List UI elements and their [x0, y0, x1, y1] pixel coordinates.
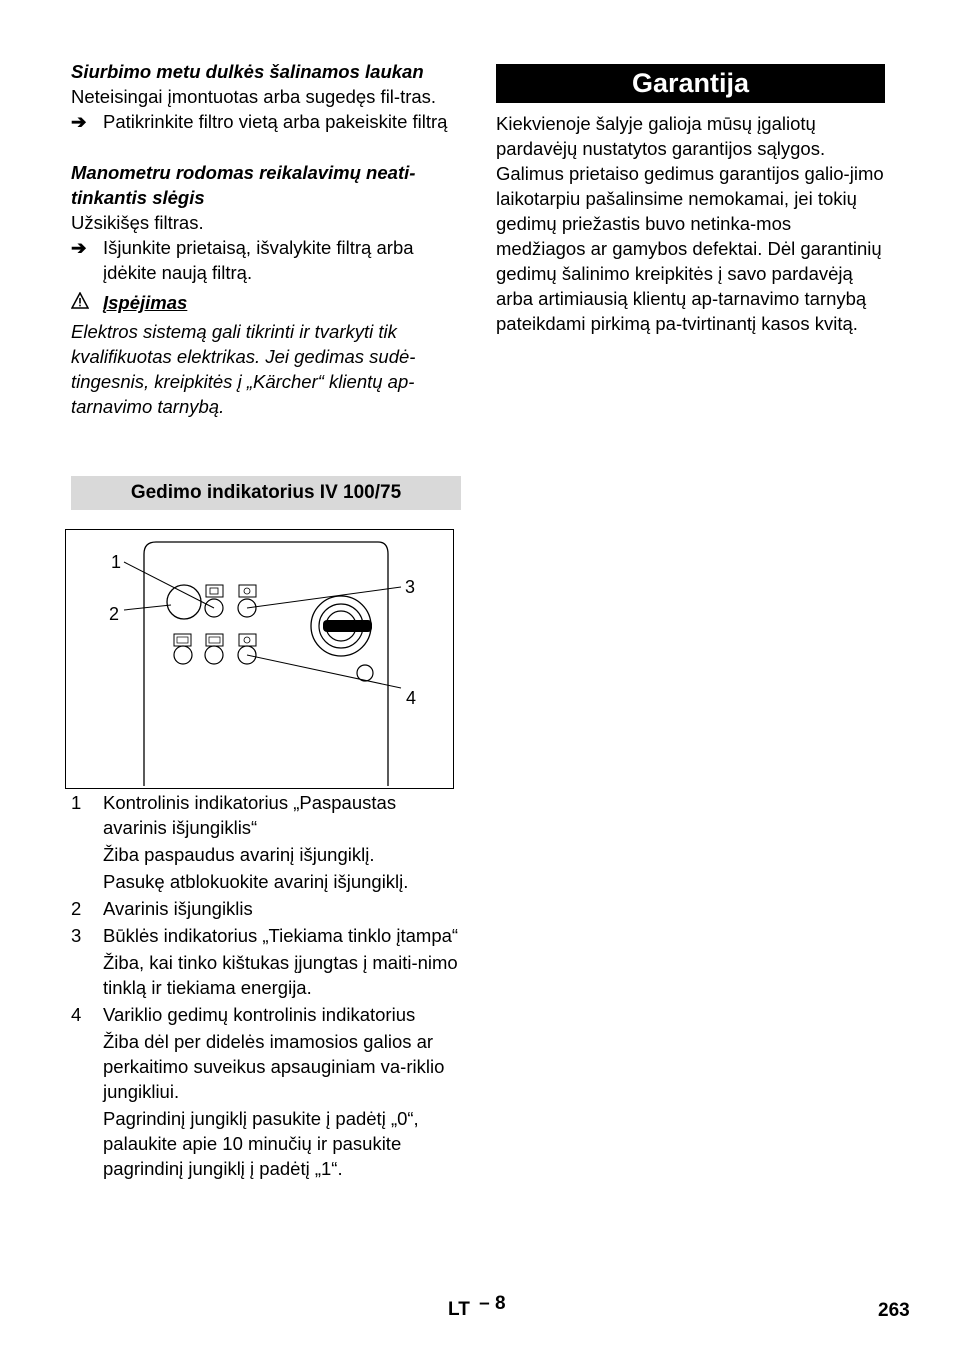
fault-title-dust: Siurbimo metu dulkės šalinamos laukan	[71, 61, 424, 82]
warning-triangle-icon	[71, 290, 103, 315]
legend-item	[71, 1002, 461, 1027]
legend-label: Kontrolinis indikatorius „Paspaustas avarinis išjungiklis“	[103, 792, 397, 838]
callout-3: 3	[405, 577, 416, 597]
callout-2: 2	[109, 604, 120, 624]
right-column	[496, 64, 885, 336]
legend-number: 2	[71, 898, 82, 919]
warranty-text: Kiekvienoje šalyje galioja mūsų įgaliotų pardavėjų nustatytos garantijos sąlygos. Galimus prietaiso gedimus garantijos galio-jimo laikotarpiu pašalinsime nemokamai, jei tokių gedimų priežastis buvo netinka-mos medžiagos ar gamybos defektai. Dėl garantinių gedimų šalinimo kreipkitės į savo pardavėją arba artimiausią klientų ap-tarnavimo tarnybą pateikdami pirkimą pa-tvirtinantį kasos kvitą.	[496, 113, 884, 334]
figure-legend	[71, 790, 461, 1183]
remedy-dust	[71, 109, 461, 134]
control-panel-drawing	[66, 530, 453, 788]
callout-4: 4	[406, 688, 417, 708]
legend-item	[71, 923, 461, 948]
warning-label: Įspėjimas	[103, 292, 188, 313]
legend-detail: Pagrindinį jungiklį pasukite į padėtį „0“, palaukite apie 10 minučių ir pasukite pagrindinį jungiklį į padėtį „1“.	[103, 1108, 419, 1179]
arrow-right-icon: ➔	[71, 111, 87, 132]
control-panel-figure	[65, 529, 454, 789]
page-number: 263	[878, 1300, 910, 1321]
legend-detail: Žiba dėl per didelės imamosios galios ar perkaitimo suveikus apsauginiam va-riklio jungikliui.	[103, 1031, 445, 1102]
legend-detail: Žiba, kai tinko kištukas įjungtas į maiti-nimo tinklą ir tiekiama energija.	[103, 952, 458, 998]
arrow-right-icon: ➔	[71, 237, 87, 258]
fault-cause-dust: Neteisingai įmontuotas arba sugedęs fil-tras.	[71, 86, 437, 107]
fault-cause-pressure: Užsikišęs filtras.	[71, 212, 204, 233]
remedy-pressure-text: Išjunkite prietaisą, išvalykite filtrą arba įdėkite naują filtrą.	[103, 237, 414, 283]
warning-header	[71, 290, 461, 315]
legend-number: 1	[71, 792, 82, 813]
warranty-heading: Garantija	[496, 64, 885, 103]
legend-detail: Žiba paspaudus avarinį išjungiklį.	[103, 844, 375, 865]
legend-label: Avarinis išjungiklis	[103, 898, 253, 919]
legend-detail: Pasukę atblokuokite avarinį išjungiklį.	[103, 871, 409, 892]
callout-1: 1	[111, 552, 122, 572]
legend-item	[71, 896, 461, 921]
legend-number: 4	[71, 1004, 82, 1025]
legend-label: Būklės indikatorius „Tiekiama tinklo įtampa“	[103, 925, 459, 946]
remedy-pressure	[71, 235, 461, 285]
footer-lang: LT	[448, 1299, 470, 1320]
legend-number: 3	[71, 925, 82, 946]
footer-section-page: – 8	[479, 1293, 506, 1314]
section-heading-fault-indicator: Gedimo indikatorius IV 100/75	[71, 476, 461, 510]
legend-label: Variklio gedimų kontrolinis indikatorius	[103, 1004, 416, 1025]
left-column	[71, 59, 461, 419]
remedy-dust-text: Patikrinkite filtro vietą arba pakeiskite filtrą	[103, 111, 448, 132]
fault-title-pressure: Manometru rodomas reikalavimų neati-tinkantis slėgis	[71, 162, 416, 208]
emergency-switch-drawing	[167, 585, 201, 619]
warning-text: Elektros sistemą gali tikrinti ir tvarkyti tik kvalifikuotas elektrikas. Jei gedimas sudė-tingesnis, kreipkitės į „Kärcher“ klientų ap-tarnavimo tarnybą.	[71, 321, 416, 417]
legend-item	[71, 790, 461, 840]
footer-language-page	[448, 1293, 506, 1322]
